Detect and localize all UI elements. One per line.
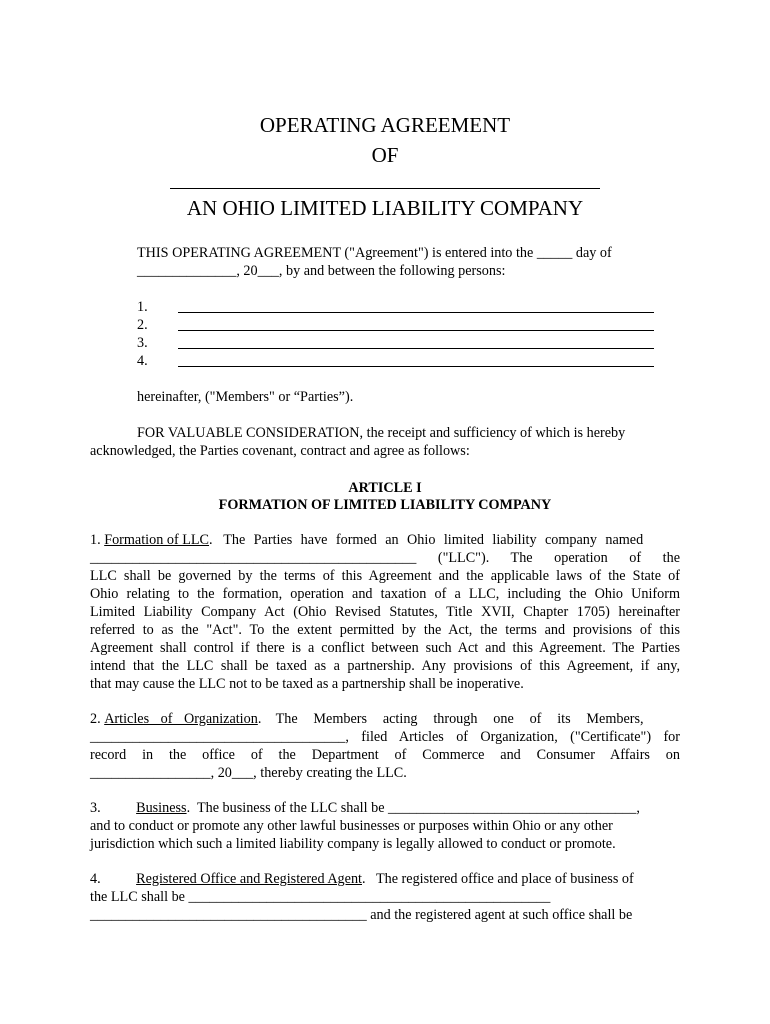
section1-line6: referred to as the "Act". To the extent permitted by the Act, the terms and provisions of this xyxy=(90,622,680,638)
section1-heading: Formation of LLC xyxy=(104,532,210,548)
section1-line5: Limited Liability Company Act (Ohio Revised Statutes, Title XVII, Chapter 1705) hereinafter xyxy=(90,604,680,620)
section2-number: 2. xyxy=(90,711,101,727)
section1-number: 1. xyxy=(90,532,101,548)
intro-line2: ______________, 20___, by and between the following persons: xyxy=(137,263,506,279)
section1-line2: ______________________________________________ ("LLC"). The operation of the xyxy=(90,550,680,566)
section4-line1: 4. Registered Office and Registered Agent. The registered office and place of business of xyxy=(90,871,634,887)
section1-text-line1: The Parties have formed an Ohio limited liability company named xyxy=(223,532,644,548)
doc-title-line3: AN OHIO LIMITED LIABILITY COMPANY xyxy=(186,196,584,220)
member-blank xyxy=(178,348,654,349)
section3-line1: 3. Business. The business of the LLC shall be ___________________________________, xyxy=(90,800,640,816)
section2-text-line1: The Members acting through one of its Members, xyxy=(275,711,644,727)
section1-line9: that may cause the LLC not to be taxed as a partnership shall be inoperative. xyxy=(90,676,524,692)
company-name-blank xyxy=(170,188,600,189)
section1-line1: 1. Formation of LLC. The Parties have formed an Ohio limited liability company named xyxy=(90,532,644,548)
member-row-1 xyxy=(137,299,657,317)
section3-heading: Business xyxy=(136,800,187,816)
section4-heading: Registered Office and Registered Agent xyxy=(136,871,362,887)
article-number: ARTICLE I xyxy=(348,480,422,496)
section4-line3: _______________________________________ and the registered agent at such office shall be xyxy=(90,907,633,923)
member-row-2 xyxy=(137,317,657,335)
section1-line4: Ohio relating to the formation, operation and taxation of a LLC, including the Ohio Uniform xyxy=(90,586,680,602)
section4-line2: the LLC shall be ___________________________________________________ xyxy=(90,889,551,905)
member-number: 4. xyxy=(137,353,148,369)
section2-line1: 2. Articles of Organization. The Members acting through one of its Members, xyxy=(90,711,644,727)
member-number: 3. xyxy=(137,335,148,351)
section4-number: 4. xyxy=(90,871,101,887)
section2-line2: ____________________________________, filed Articles of Organization, ("Certificate") for xyxy=(90,729,680,745)
doc-title-line1: OPERATING AGREEMENT xyxy=(259,113,511,137)
section3-text-line1: The business of the LLC shall be ___________________________________, xyxy=(196,800,640,816)
article-title: FORMATION OF LIMITED LIABILITY COMPANY xyxy=(218,497,552,513)
member-row-3 xyxy=(137,335,657,353)
section1-line3: LLC shall be governed by the terms of this Agreement and the applicable laws of the State of xyxy=(90,568,680,584)
member-number: 1. xyxy=(137,299,148,315)
member-number: 2. xyxy=(137,317,148,333)
member-row-4 xyxy=(137,353,657,371)
member-blank xyxy=(178,330,654,331)
section3-line2: and to conduct or promote any other lawful businesses or purposes within Ohio or any other xyxy=(90,818,613,834)
hereinafter-text: hereinafter, ("Members" or “Parties”). xyxy=(137,389,354,405)
member-blank xyxy=(178,312,654,313)
doc-title-line2: OF xyxy=(371,143,399,167)
consideration-line2: acknowledged, the Parties covenant, contract and agree as follows: xyxy=(90,443,470,459)
section3-line3: jurisdiction which such a limited liability company is legally allowed to conduct or promote. xyxy=(90,836,616,852)
section1-line7: Agreement shall control if there is a conflict between such Act and this Agreement. The Parties xyxy=(90,640,680,656)
member-blank xyxy=(178,366,654,367)
consideration-line1: FOR VALUABLE CONSIDERATION, the receipt and sufficiency of which is hereby xyxy=(137,425,626,441)
section4-text-line1: The registered office and place of business of xyxy=(375,871,634,887)
section3-number: 3. xyxy=(90,800,101,816)
section2-line3: record in the office of the Department of Commerce and Consumer Affairs on xyxy=(90,747,680,763)
section2-heading: Articles of Organization xyxy=(104,711,258,727)
intro-line1: THIS OPERATING AGREEMENT ("Agreement") is entered into the _____ day of xyxy=(137,245,612,261)
section1-line8: intend that the LLC shall be taxed as a partnership. Any provisions of this Agreement, if any, xyxy=(90,658,680,674)
section2-line4: _________________, 20___, thereby creating the LLC. xyxy=(90,765,407,781)
